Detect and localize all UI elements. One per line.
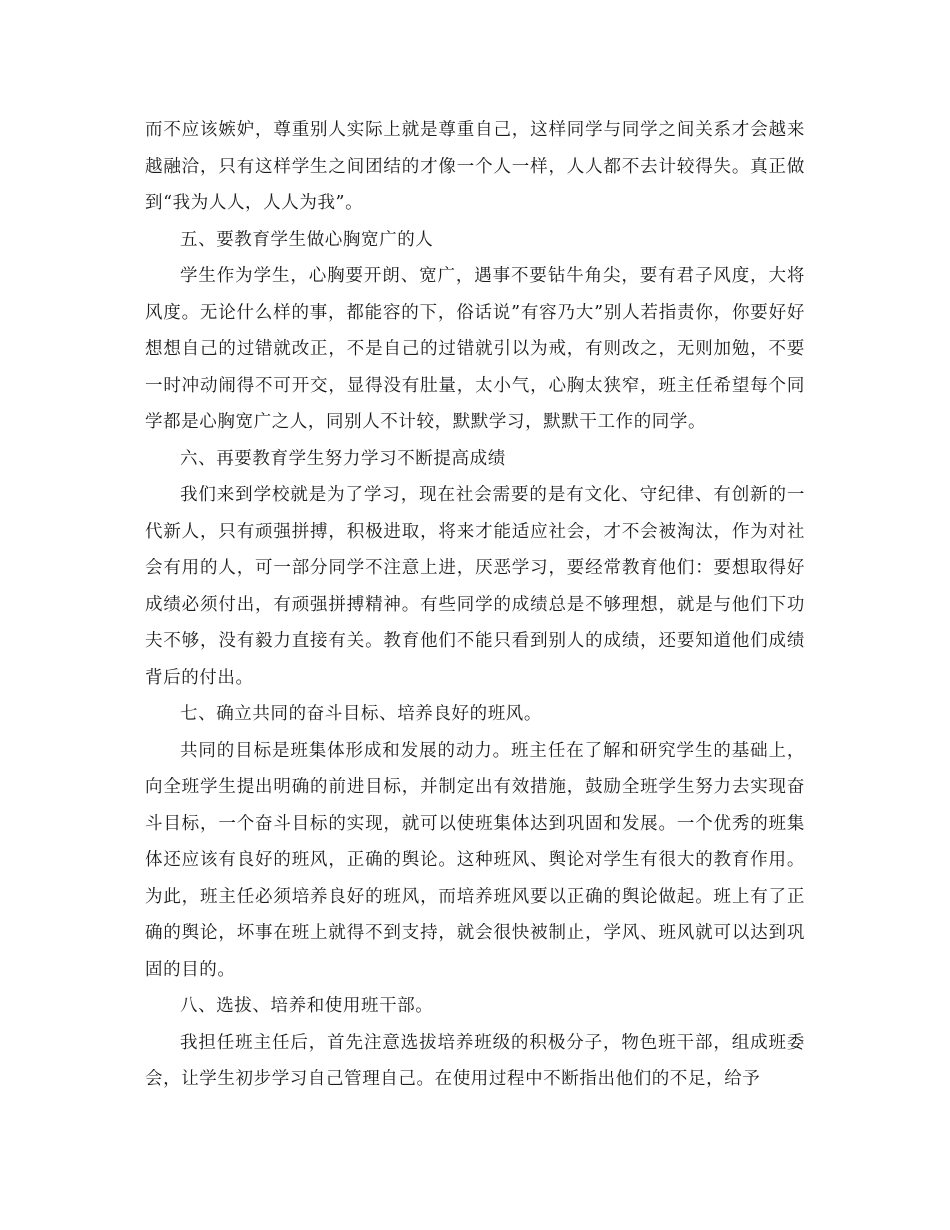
paragraph-section-6: 我们来到学校就是为了学习，现在社会需要的是有文化、守纪律、有创新的一代新人，只有顽强拼搏，积极进取，将来才能适应社会，才不会被淘汰，作为对社会有用的人，可一部分同学不注意上进，厌恶学习，要经常教育他们：要想取得好成绩必须付出，有顽强拼搏精神。有些同学的成绩总是不够理想，就是与他们下功夫不够，没有毅力直接有关。教育他们不能只看到别人的成绩，还要知道他们成绩背后的付出。 <box>145 485 805 688</box>
section-heading-7: 七、确立共同的奋斗目标、培养良好的班风。 <box>180 704 542 724</box>
paragraph-continuation: 而不应该嫉妒，尊重别人实际上就是尊重自己，这样同学与同学之间关系才会越来越融洽，只有这样学生之间团结的才像一个人一样，人人都不去计较得失。真正做到“我为人人，人人为我”。 <box>145 120 805 213</box>
section-heading-8: 八、选拔、培养和使用班干部。 <box>180 996 434 1016</box>
document-page <box>145 112 805 1098</box>
section-heading-6: 六、再要教育学生努力学习不断提高成绩 <box>180 448 506 469</box>
paragraph-section-7: 共同的目标是班集体形成和发展的动力。班主任在了解和研究学生的基础上，向全班学生提出明确的前进目标，并制定出有效措施，鼓励全班学生努力去实现奋斗目标，一个奋斗目标的实现，就可以使班集体达到巩固和发展。一个优秀的班集体还应该有良好的班风，正确的舆论。这种班风、舆论对学生有很大的教育作用。为此，班主任必须培养良好的班风，而培养班风要以正确的舆论做起。班上有了正确的舆论，坏事在班上就得不到支持，就会很快被制止，学风、班风就可以达到巩固的目的。 <box>145 740 805 980</box>
paragraph-section-5: 学生作为学生，心胸要开朗、宽广，遇事不要钻牛角尖，要有君子风度，大将风度。无论什么样的事，都能容的下，俗话说”有容乃大”别人若指责你，你要好好想想自己的过错就改正，不是自己的过错就引以为戒，有则改之，无则加勉，不要一时冲动闹得不可开交，显得没有肚量，太小气，心胸太狭窄，班主任希望每个同学都是心胸宽广之人，同别人不计较，默默学习，默默干工作的同学。 <box>145 266 805 432</box>
section-heading-5: 五、要教育学生做心胸宽广的人 <box>180 229 434 250</box>
paragraph-section-8: 我担任班主任后，首先注意选拔培养班级的积极分子，物色班干部，组成班委会，让学生初步学习自己管理自己。在使用过程中不断指出他们的不足，给予 <box>145 1032 805 1089</box>
